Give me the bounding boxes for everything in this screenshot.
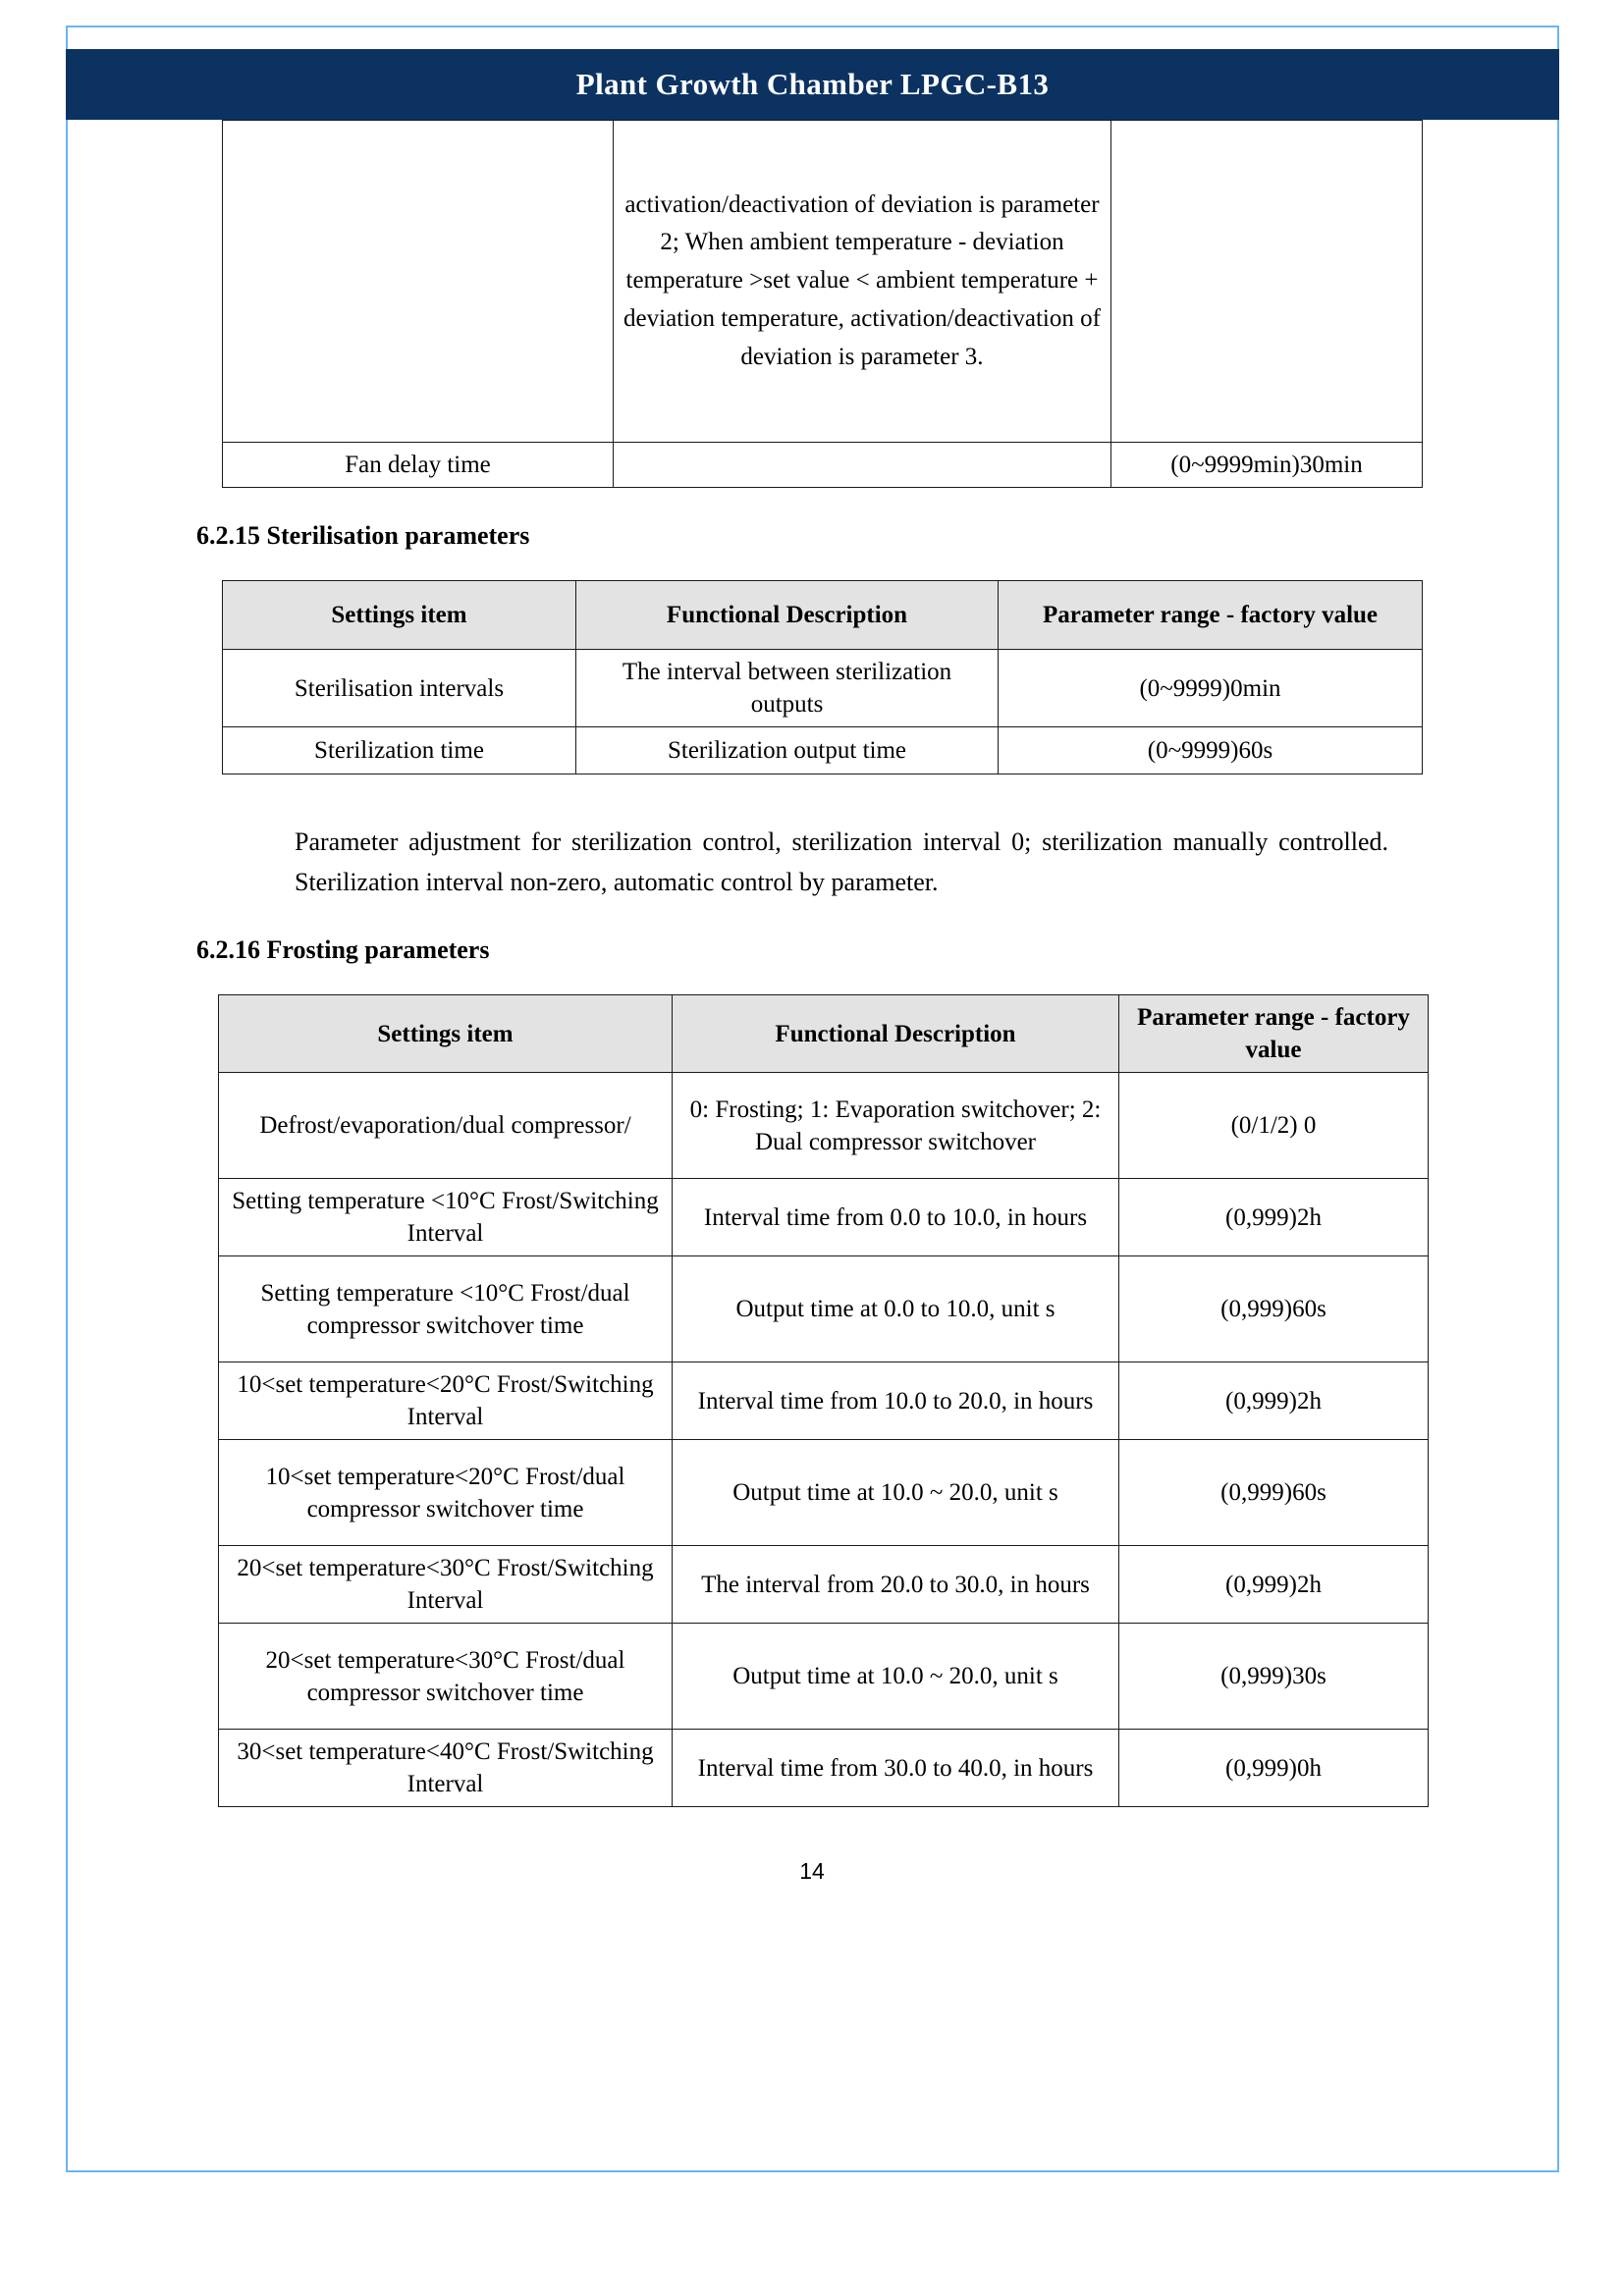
- column-header-functional-description: Functional Description: [576, 581, 999, 650]
- column-header-functional-description: Functional Description: [673, 995, 1119, 1073]
- cell-description: Output time at 10.0 ~ 20.0, unit s: [673, 1440, 1119, 1546]
- column-header-settings-item: Settings item: [223, 581, 576, 650]
- cell-description: Sterilization output time: [576, 727, 999, 774]
- frosting-table-wrapper: [218, 994, 1624, 1807]
- cell-description: Interval time from 0.0 to 10.0, in hours: [673, 1179, 1119, 1256]
- table-row: [223, 650, 1423, 727]
- cell-description: Interval time from 30.0 to 40.0, in hours: [673, 1730, 1119, 1807]
- cell-range: (0,999)2h: [1119, 1362, 1429, 1440]
- cell-description: The interval from 20.0 to 30.0, in hours: [673, 1546, 1119, 1624]
- page-title: Plant Growth Chamber LPGC-B13: [575, 67, 1050, 101]
- cell-setting: Setting temperature <10°C Frost/dual compressor switchover time: [219, 1256, 673, 1362]
- sterilisation-table-wrapper: [222, 580, 1624, 774]
- cell-range: (0,999)60s: [1119, 1440, 1429, 1546]
- cell-setting: 10<set temperature<20°C Frost/Switching Interval: [219, 1362, 673, 1440]
- cell-range: (0~9999min)30min: [1111, 443, 1423, 488]
- column-header-parameter-range: Parameter range - factory value: [1119, 995, 1429, 1073]
- cell-range: (0,999)30s: [1119, 1624, 1429, 1730]
- table-row: [219, 1179, 1429, 1256]
- section-heading-6-2-15: 6.2.15 Sterilisation parameters: [196, 521, 530, 550]
- cell-description: 0: Frosting; 1: Evaporation switchover; 2: Dual compressor switchover: [673, 1073, 1119, 1179]
- cell-setting: Defrost/evaporation/dual compressor/: [219, 1073, 673, 1179]
- table-row: [223, 727, 1423, 774]
- cell-range: (0,999)2h: [1119, 1546, 1429, 1624]
- table-row: [219, 1440, 1429, 1546]
- table-header-row: [223, 581, 1423, 650]
- cell-setting: Sterilization time: [223, 727, 576, 774]
- cell-range: (0,999)2h: [1119, 1179, 1429, 1256]
- cell-range: (0/1/2) 0: [1119, 1073, 1429, 1179]
- frosting-parameters-table: [218, 994, 1429, 1807]
- document-header-banner: [66, 49, 1559, 120]
- table-row: [219, 1256, 1429, 1362]
- cell-range: [1111, 121, 1423, 443]
- cell-setting: 20<set temperature<30°C Frost/dual compressor switchover time: [219, 1624, 673, 1730]
- cell-setting: Sterilisation intervals: [223, 650, 576, 727]
- cell-range: (0~9999)60s: [999, 727, 1423, 774]
- table-row: [219, 1624, 1429, 1730]
- table-header-row: [219, 995, 1429, 1073]
- cell-description: Interval time from 10.0 to 20.0, in hours: [673, 1362, 1119, 1440]
- table-row: [219, 1073, 1429, 1179]
- cell-range: (0,999)60s: [1119, 1256, 1429, 1362]
- fan-delay-continuation-table: [222, 120, 1423, 488]
- section-heading-6-2-16: 6.2.16 Frosting parameters: [196, 935, 490, 965]
- cell-description: [614, 443, 1111, 488]
- cell-description: Output time at 10.0 ~ 20.0, unit s: [673, 1624, 1119, 1730]
- continuation-table-wrapper: [222, 120, 1624, 488]
- cell-range: (0~9999)0min: [999, 650, 1423, 727]
- table-row: [223, 121, 1423, 443]
- cell-setting: Fan delay time: [223, 443, 614, 488]
- page-number-footer: 14: [799, 1858, 825, 1885]
- cell-setting: [223, 121, 614, 443]
- cell-description: The interval between sterilization outputs: [576, 650, 999, 727]
- sterilisation-description-paragraph: Parameter adjustment for sterilization control, sterilization interval 0; sterilization manually controlled. Sterilization interval non-zero, automatic control by parameter.: [295, 828, 1388, 897]
- sterilisation-parameters-table: [222, 580, 1423, 774]
- cell-setting: 10<set temperature<20°C Frost/dual compressor switchover time: [219, 1440, 673, 1546]
- cell-description: activation/deactivation of deviation is parameter 2; When ambient temperature - deviation temperature >set value < ambient temperature + deviation temperature, activation/deactivation of deviation is parameter 3.: [614, 121, 1111, 443]
- cell-setting: 20<set temperature<30°C Frost/Switching Interval: [219, 1546, 673, 1624]
- cell-description: Output time at 0.0 to 10.0, unit s: [673, 1256, 1119, 1362]
- table-row: [223, 443, 1423, 488]
- cell-setting: Setting temperature <10°C Frost/Switching Interval: [219, 1179, 673, 1256]
- column-header-settings-item: Settings item: [219, 995, 673, 1073]
- table-row: [219, 1362, 1429, 1440]
- table-row: [219, 1730, 1429, 1807]
- page-content: [0, 120, 1624, 1885]
- cell-setting: 30<set temperature<40°C Frost/Switching Interval: [219, 1730, 673, 1807]
- cell-range: (0,999)0h: [1119, 1730, 1429, 1807]
- table-row: [219, 1546, 1429, 1624]
- column-header-parameter-range: Parameter range - factory value: [999, 581, 1423, 650]
